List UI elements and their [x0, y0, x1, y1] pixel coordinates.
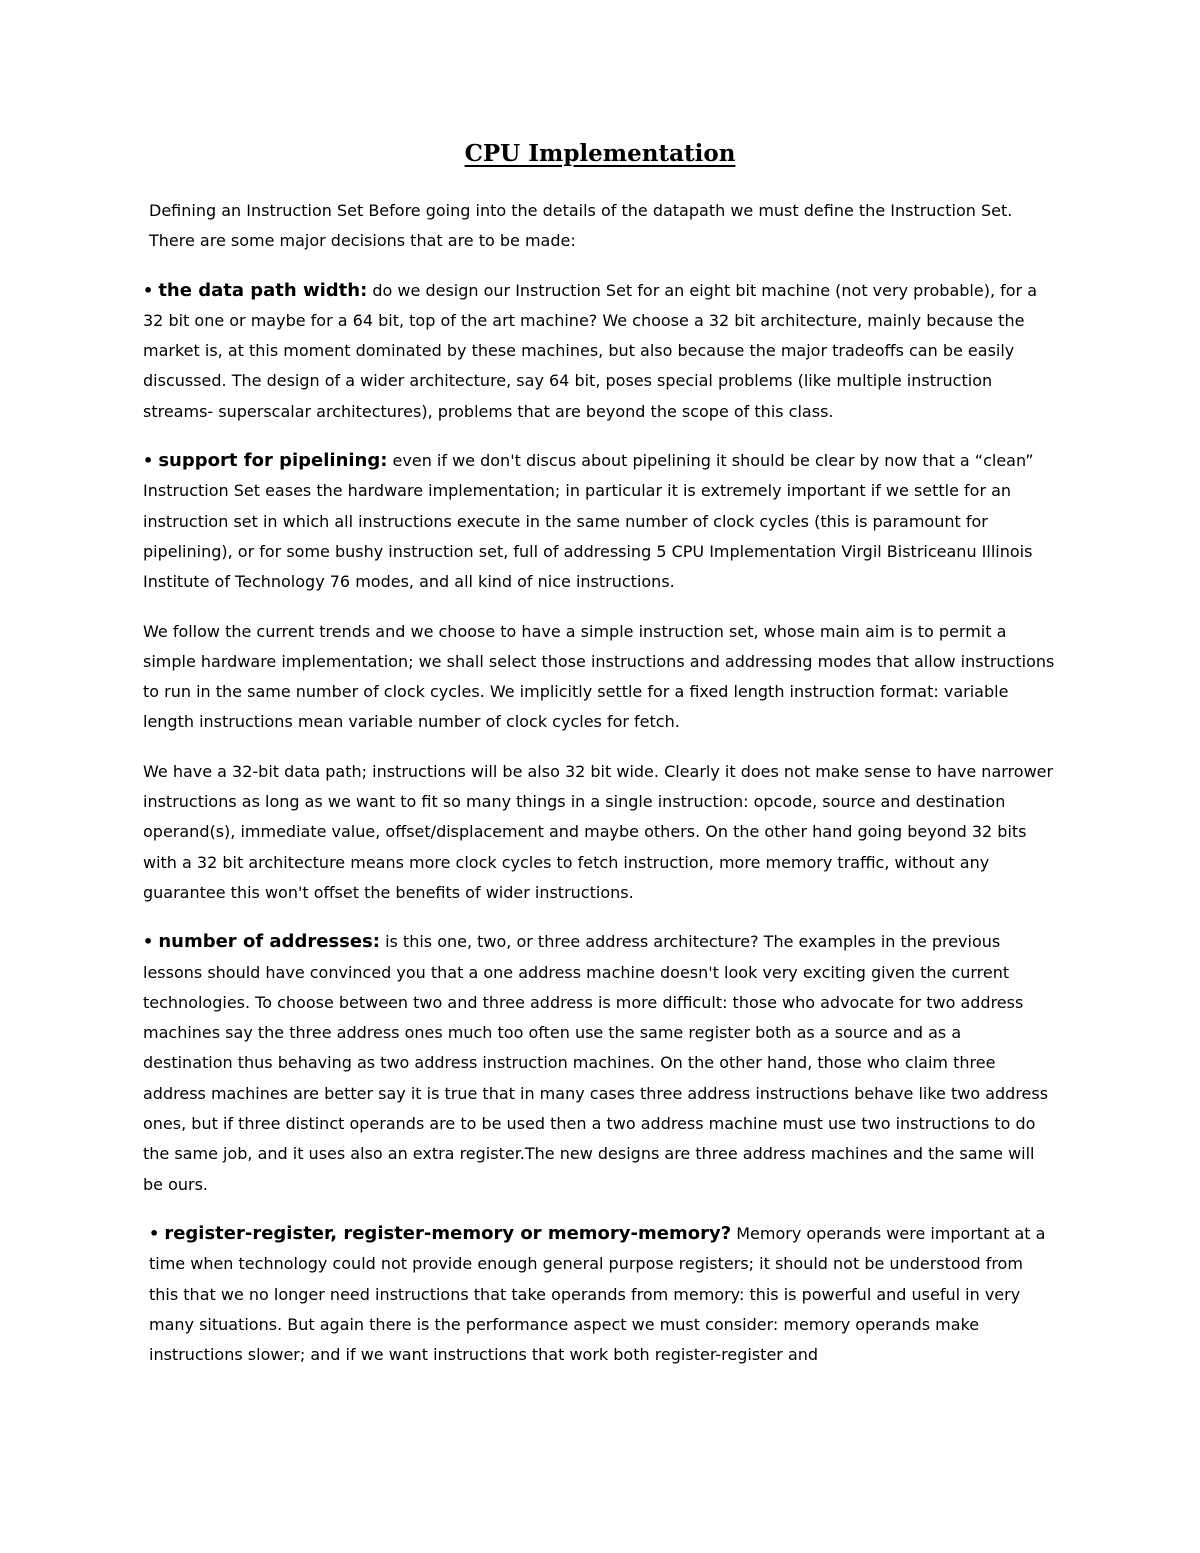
- paragraph-text: Defining an Instruction Set Before going into the details of the datapath we must define the Instruction Set. There are some major decisions that are to be made:: [149, 201, 1013, 251]
- bullet-text: is this one, two, or three address architecture? The examples in the previous lessons should have convinced you that a one address machine doesn't look very exciting given the current technologies. To choose between two and three address is more difficult: those who advocate for two address machines say the three address ones much too often use the same register both as a source and as a destination thus behaving as two address instruction machines. On the other hand, those who claim three address machines are better say it is true that in many cases three address instructions behave like two address ones, but if three distinct operands are to be used then a two address machine must use two instructions to do the same job, and it uses also an extra register.The new designs are three address machines and the same will be ours.: [143, 932, 1049, 1194]
- page-title: [0, 140, 1200, 167]
- bullet-text: do we design our Instruction Set for an eight bit machine (not very probable), for a 32 bit one or maybe for a 64 bit, top of the art machine? We choose a 32 bit architecture, mainly because the market is, at this moment dominated by these machines, but also because the major tradeoffs can be easily discussed. The design of a wider architecture, say 64 bit, poses special problems (like multiple instruction streams- superscalar architectures), problems that are beyond the scope of this class.: [143, 280, 1037, 421]
- bullet-marker: •: [143, 932, 154, 952]
- bullet-number-of-addresses: [143, 927, 1055, 1200]
- bullet-lead: support for pipelining:: [158, 450, 388, 472]
- paragraph-text: We follow the current trends and we choose to have a simple instruction set, whose main aim is to permit a simple hardware implementation; we shall select those instructions and addressing modes that allow instructions to run in the same number of clock cycles. We implicitly settle for a fixed length instruction format: variable length instructions mean variable number of clock cycles for fetch.: [143, 621, 1055, 732]
- page-title-text: CPU Implementation: [464, 140, 736, 167]
- bullet-marker: •: [143, 280, 154, 300]
- bullet-text: even if we don't discus about pipelining it should be clear by now that a “clean” Instruction Set eases the hardware implementation; in particular it is extremely important if we settle for an instruction set in which all instructions execute in the same number of clock cycles (this is paramount for pipelining), or for some bushy instruction set, full of addressing 5 CPU Implementation Virgil Bistriceanu Illinois Institute of Technology 76 modes, and all kind of nice instructions.: [143, 451, 1034, 592]
- bullet-support-for-pipelining: [143, 446, 1055, 597]
- paragraph-text: We have a 32-bit data path; instructions will be also 32 bit wide. Clearly it does not make sense to have narrower instructions as long as we want to fit so many things in a single instruction: opcode, source and destination operand(s), immediate value, offset/displacement and maybe others. On the other hand going beyond 32 bits with a 32 bit architecture means more clock cycles to fetch instruction, more memory traffic, without any guarantee this won't offset the benefits of wider instructions.: [143, 761, 1054, 902]
- paragraph-current-trends: [143, 617, 1055, 738]
- bullet-marker: •: [149, 1223, 160, 1243]
- bullet-marker: •: [143, 451, 154, 471]
- bullet-lead: number of addresses:: [158, 931, 380, 953]
- document-body: [143, 196, 1055, 1389]
- paragraph-32-bit-data-path: [143, 757, 1055, 908]
- bullet-lead: the data path width:: [158, 279, 368, 301]
- bullet-register-memory: [143, 1219, 1055, 1370]
- bullet-lead: register-register, register-memory or memory-memory?: [164, 1222, 732, 1244]
- paragraph-intro: [143, 196, 1055, 257]
- bullet-data-path-width: [143, 276, 1055, 427]
- bullet-text: Memory operands were important at a time when technology could not provide enough general purpose registers; it should not be understood from this that we no longer need instructions that take operands from memory: this is powerful and useful in very many situations. But again there is the performance aspect we must consider: memory operands make instructions slower; and if we want instructions that work both register-register and: [149, 1223, 1046, 1365]
